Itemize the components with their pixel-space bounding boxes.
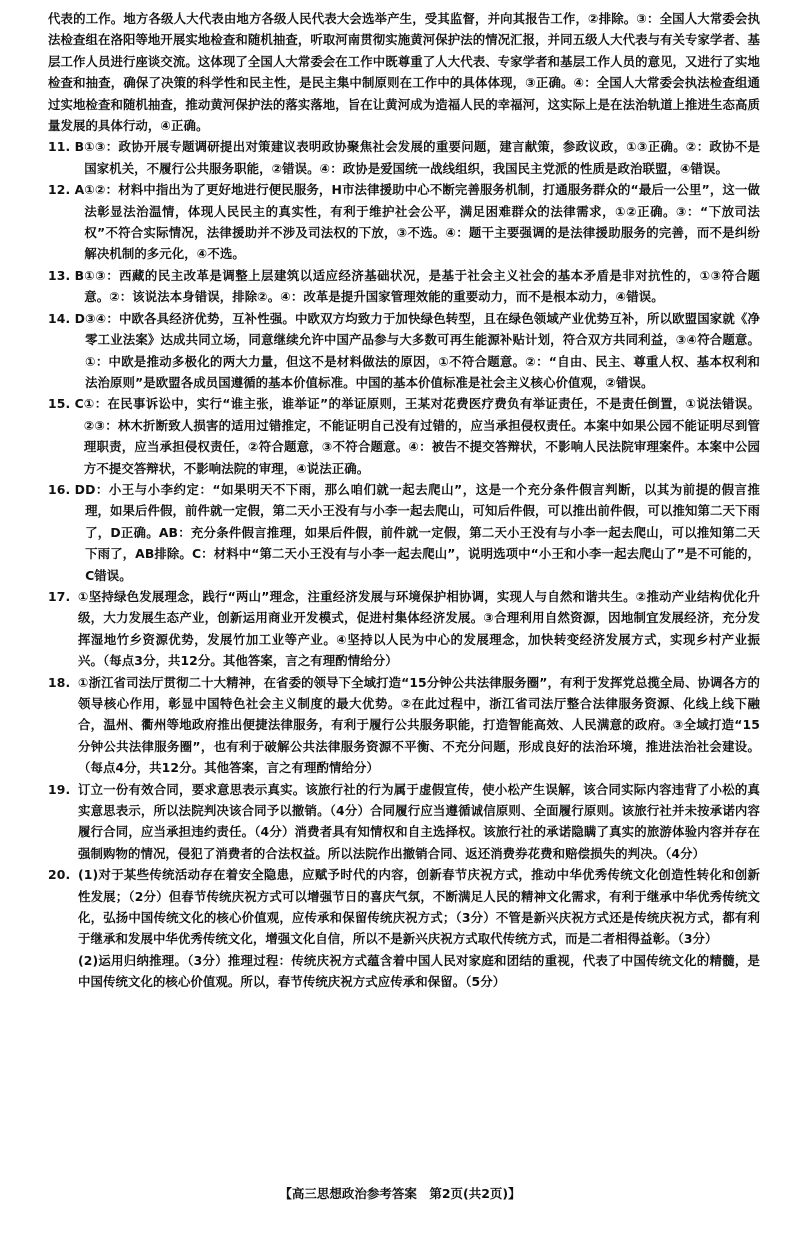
- answer-text: 订立一份有效合同，要求意思表示真实。该旅行社的行为属于虚假宣传，使小松产生误解，该合同实际内容违背了小松的真实意思表示，所以法院判决该合同予以撤销。（4分）合同履行应当遵循诚信原则、全面履行原则。该旅行社并未按承诺内容履行合同，应当承担违约责任。（4分）消费者具有知情权和自主选择权。该旅行社的承诺隐瞒了真实的旅游体验内容并存在强制购物的情况，侵犯了消费者的合法权益。所以法院作出撤销合同、返还消费券花费和赔偿损失的判决。（4分）: [78, 781, 760, 861]
- answer-item-16: [48, 479, 760, 586]
- question-number: 13. B: [48, 267, 85, 283]
- answer-item-12: [48, 179, 760, 265]
- question-number: 19.: [48, 781, 71, 797]
- question-number: 15. C: [48, 396, 84, 412]
- answer-text: ③④：中欧各具经济优势，互补性强。中欧双方均致力于加快绿色转型，且在绿色领域产业优势互补，所以欧盟国家就《净零工业法案》达成共同立场，同意继续允许中国产品参与大多数可再生能源补贴计划，符合双方共同利益，③④符合题意。①：中欧是推动多极化的两大力量，但这不是材料做法的原因，①不符合题意。②：“自由、民主、尊重人权、基本权利和法治原则”是欧盟各成员国遵循的基本价值标准。中国的基本价值标准是社会主义核心价值观，②错误。: [85, 310, 760, 390]
- answer-text: ①：在民事诉讼中，实行“谁主张，谁举证”的举证原则，王某对花费医疗费负有举证责任，不是责任倒置，①说法错误。②③：林木折断致人损害的适用过错推定，不能证明自己没有过错的，应当承担侵权责任。本案中如果公园不能证明尽到管理职责，应当承担侵权责任，②符合题意，③不符合题意。④：被告不提交答辩状，不影响人民法院审理案件。本案中公园方不提交答辩状，不影响法院的审理，④说法正确。: [83, 396, 760, 476]
- question-number: 20.: [48, 867, 71, 883]
- question-number: 18.: [48, 674, 71, 690]
- question-number: 11. B: [48, 139, 85, 155]
- answer-item-17: [48, 586, 760, 672]
- question-number: 12. A: [48, 182, 85, 198]
- answer-item-19: [48, 779, 760, 865]
- answer-text: D：小王与小李约定：“如果明天不下雨，那么咱们就一起去爬山”，这是一个充分条件假言判断，以其为前提的假言推理，如果后件假，前件就一定假，第二天小王没有与小李一起去爬山，可知后件假，可以推出前件假，可以推知第二天下雨了，D正确。AB：充分条件假言推理，如果后件假，前件就一定假，第二天小王没有与小李一起去爬山，可以推知第二天下雨了，AB排除。C：材料中“第二天小王没有与小李一起去爬山”，说明选项中“小王和小李一起去爬山了”是不可能的，C错误。: [85, 481, 760, 583]
- question-number: 16. D: [48, 481, 86, 497]
- answer-item-15: [48, 393, 760, 479]
- answer-item-18: [48, 672, 760, 779]
- answer-text: ①③：西藏的民主改革是调整上层建筑以适应经济基础状况，是基于社会主义社会的基本矛盾是非对抗性的，①③符合题意。②：该说法本身错误，排除②。④：改革是提升国家管理效能的重要动力，而不是根本动力，④错误。: [84, 267, 760, 305]
- answer-item-20: [48, 864, 760, 950]
- answer-item-11: [48, 136, 760, 179]
- question-number: 17.: [48, 588, 71, 604]
- continued-paragraph: 代表的工作。地方各级人大代表由地方各级人民代表大会选举产生，受其监督，并向其报告工作，②排除。③：全国人大常委会执法检查组在洛阳等地开展实地检查和随机抽查，听取河南贯彻实施黄河保护法的情况汇报，并同五级人大代表与有关专家学者、基层工作人员进行座谈交流。这体现了全国人大常委会在工作中既尊重了人大代表、专家学者和基层工作人员的意见，又进行了实地检查和抽查，确保了决策的科学性和民主性，是民主集中制原则在工作中的具体体现，③正确。④：全国人大常委会执法检查组通过实地检查和随机抽查，推动黄河保护法的落实落地，旨在让黄河成为造福人民的幸福河，这实际上是在法治轨道上推进生态高质量发展的具体行动，④正确。: [48, 11, 760, 134]
- answer-text: ①浙江省司法厅贯彻二十大精神，在省委的领导下全域打造“15分钟公共法律服务圈”，有利于发挥党总揽全局、协调各方的领导核心作用，彰显中国特色社会主义制度的最大优势。②在此过程中，浙江省司法厅整合法律服务资源、化线上线下融合，温州、衢州等地政府推出便捷法律服务，有利于履行公共服务职能，打造智能高效、人民满意的政府。③全域打造“15分钟公共法律服务圈”，也有利于破解公共法律服务资源不平衡、不充分问题，形成良好的法治环境，推进法治社会建设。（每点4分，共12分。其他答案，言之有理酌情给分）: [78, 674, 760, 776]
- answer-text-part-2: (2)运用归纳推理。（3分）推理过程：传统庆祝方式蕴含着中国人民对家庭和团结的重视，代表了中国传统文化的精髓，是中国传统文化的核心价值观。所以，春节传统庆祝方式应传承和保留。（5分）: [78, 952, 760, 990]
- answer-text: ①坚持绿色发展理念，践行“两山”理念，注重经济发展与环境保护相协调，实现人与自然和谐共生。②推动产业结构优化升级，大力发展生态产业，创新运用商业开发模式，促进村集体经济发展。③合理利用自然资源，因地制宜发展经济，充分发挥湿地竹乡资源优势，发展竹加工业等产业。④坚持以人民为中心的发展理念，加快转变经济发展方式，实现乡村产业振兴。（每点3分，共12分。其他答案，言之有理酌情给分）: [78, 588, 760, 669]
- answer-text-part-1: (1)对于某些传统活动存在着安全隐患，应赋予时代的内容，创新春节庆祝方式，推动中华优秀传统文化创造性转化和创新性发展；（2分）但春节传统庆祝方式可以增强节日的喜庆气氛，不断满足人民的精神文化需求，有利于继承中华优秀传统文化，弘扬中国传统文化的核心价值观，应传承和保留传统庆祝方式；（3分）不管是新兴庆祝方式还是传统庆祝方式，都有利于继承和发展中华优秀传统文化，增强文化自信，所以不是新兴庆祝方式取代传统方式，而是二者相得益彰。（3分）: [78, 867, 760, 947]
- answer-text: ①②：材料中指出为了更好地进行便民服务，H市法律援助中心不断完善服务机制，打通服务群众的“最后一公里”，这一做法彰显法治温情，体现人民民主的真实性，有利于维护社会公平，满足困难群众的法律需求，①②正确。③：“下放司法权”不符合实际情况，法律援助并不涉及司法权的下放，③不选。④：题干主要强调的是法律援助服务的完善，而不是纠纷解决机制的多元化，④不选。: [84, 182, 760, 262]
- answer-item-13: [48, 265, 760, 308]
- page-footer: 【高三思想政治参考答案 第2页(共2页)】: [279, 1186, 521, 1201]
- answer-content: [48, 8, 760, 993]
- answer-text: ①③：政协开展专题调研提出对策建议表明政协聚焦社会发展的重要问题，建言献策，参政议政，①③正确。②：政协不是国家机关，不履行公共服务职能，②错误。④：政协是爱国统一战线组织，我国民主党派的性质是政治联盟，④错误。: [84, 139, 760, 176]
- answer-item-14: [48, 308, 760, 394]
- question-number: 14. D: [48, 310, 86, 326]
